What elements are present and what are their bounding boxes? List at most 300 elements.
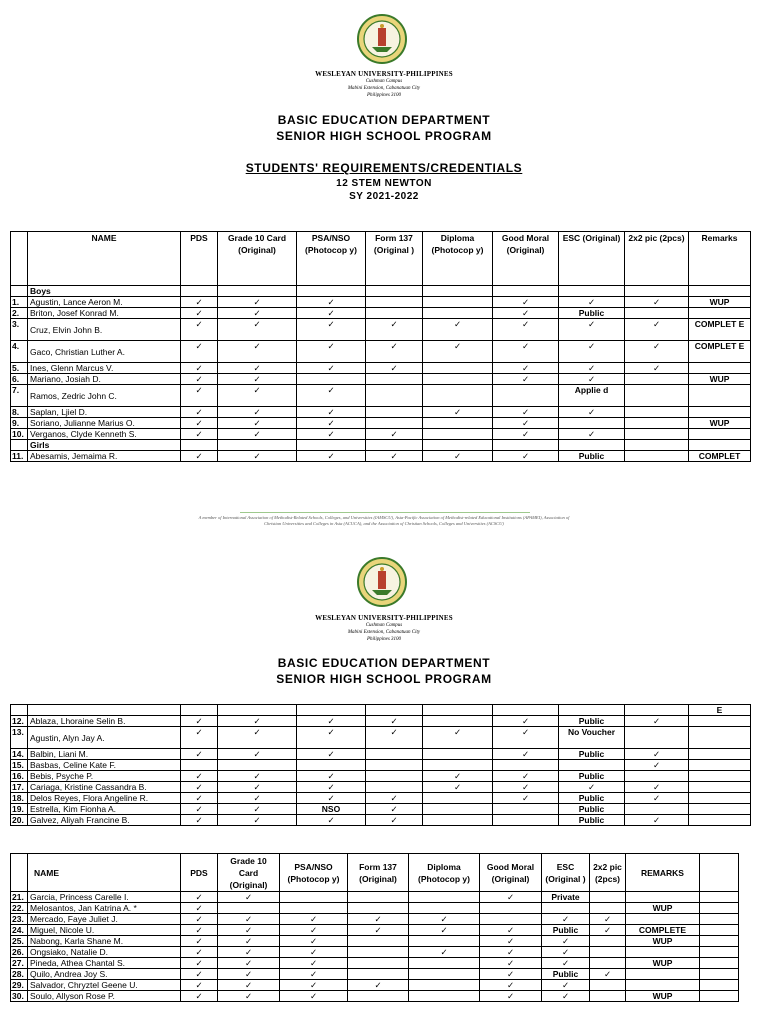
requirement-cell: ✓ xyxy=(181,793,218,804)
requirement-cell xyxy=(348,903,409,914)
requirement-cell: ✓ xyxy=(409,947,480,958)
requirement-cell xyxy=(493,385,559,407)
requirement-cell: ✓ xyxy=(366,341,423,363)
empty-cell xyxy=(625,286,689,297)
row-number: 11. xyxy=(11,451,28,462)
department-title: BASIC EDUCATION DEPARTMENT xyxy=(277,113,491,127)
requirement-cell xyxy=(409,903,480,914)
empty-cell xyxy=(297,286,366,297)
requirement-cell: ✓ xyxy=(423,727,493,749)
requirement-cell xyxy=(366,418,423,429)
requirement-cell: ✓ xyxy=(493,771,559,782)
requirement-cell xyxy=(297,760,366,771)
row-number: 26. xyxy=(11,947,28,958)
row-number: 29. xyxy=(11,980,28,991)
empty-cell xyxy=(493,440,559,451)
requirement-cell xyxy=(590,958,626,969)
empty-cell xyxy=(700,958,739,969)
empty-cell xyxy=(366,440,423,451)
header-cell: 2x2 pic (2pcs) xyxy=(590,854,626,892)
empty-cell xyxy=(700,925,739,936)
group-label: Girls xyxy=(28,440,181,451)
carry-over-text: E xyxy=(689,705,751,716)
requirement-cell xyxy=(218,903,280,914)
row-number: 10. xyxy=(11,429,28,440)
student-name: Ablaza, Lhoraine Selin B. xyxy=(28,716,181,727)
requirement-cell: WUP xyxy=(626,958,700,969)
campus-name: Cushman Campus xyxy=(365,623,403,628)
requirement-cell: ✓ xyxy=(480,991,542,1002)
requirement-cell: ✓ xyxy=(625,815,689,826)
requirement-cell: ✓ xyxy=(218,341,297,363)
document-title: STUDENTS' REQUIREMENTS/CREDENTIALS xyxy=(245,161,523,175)
requirement-cell: ✓ xyxy=(625,782,689,793)
requirement-cell: ✓ xyxy=(218,429,297,440)
student-name: Salvador, Chryztel Geene U. xyxy=(28,980,181,991)
requirement-cell: ✓ xyxy=(423,771,493,782)
student-name: Soriano, Julianne Marius O. xyxy=(28,418,181,429)
empty-cell xyxy=(700,903,739,914)
requirement-cell: ✓ xyxy=(559,319,625,341)
student-name: Briton, Josef Konrad M. xyxy=(28,308,181,319)
requirement-cell: ✓ xyxy=(297,429,366,440)
requirement-cell: ✓ xyxy=(366,451,423,462)
requirement-cell: ✓ xyxy=(218,947,280,958)
requirement-cell: ✓ xyxy=(493,308,559,319)
requirement-cell: ✓ xyxy=(559,782,625,793)
requirement-cell: ✓ xyxy=(297,451,366,462)
requirement-cell: ✓ xyxy=(218,793,297,804)
row-number: 9. xyxy=(11,418,28,429)
carry-over-row xyxy=(11,705,751,716)
requirement-cell: WUP xyxy=(689,297,751,308)
empty-cell xyxy=(689,286,751,297)
header-cell: Grade 10 Card (Original) xyxy=(218,854,280,892)
program-title: SENIOR HIGH SCHOOL PROGRAM xyxy=(276,129,492,143)
row-number xyxy=(11,286,28,297)
requirement-cell xyxy=(590,892,626,903)
empty-cell xyxy=(423,440,493,451)
requirement-cell: WUP xyxy=(626,991,700,1002)
address-line-1: Mabini Extension, Cabanatuan City xyxy=(347,86,421,91)
table-row xyxy=(11,969,739,980)
group-row xyxy=(11,286,751,297)
row-number: 2. xyxy=(11,308,28,319)
empty-cell xyxy=(366,705,423,716)
empty-cell xyxy=(181,440,218,451)
requirement-cell xyxy=(590,980,626,991)
program-title: SENIOR HIGH SCHOOL PROGRAM xyxy=(276,672,492,686)
header-cell: Form 137 (Original) xyxy=(348,854,409,892)
requirement-cell: ✓ xyxy=(218,991,280,1002)
student-name: Melosantos, Jan Katrina A. * xyxy=(28,903,181,914)
student-name: Verganos, Clyde Kenneth S. xyxy=(28,429,181,440)
table-row xyxy=(11,991,739,1002)
requirement-cell: COMPLET xyxy=(689,451,751,462)
requirement-cell: ✓ xyxy=(218,914,280,925)
requirement-cell: ✓ xyxy=(181,804,218,815)
requirement-cell xyxy=(366,771,423,782)
requirement-cell: ✓ xyxy=(181,407,218,418)
row-number: 20. xyxy=(11,815,28,826)
requirement-cell: ✓ xyxy=(542,980,590,991)
requirement-cell xyxy=(366,760,423,771)
requirement-cell xyxy=(181,760,218,771)
empty-cell xyxy=(700,936,739,947)
student-name: Saplan, Ljiel D. xyxy=(28,407,181,418)
university-header xyxy=(0,614,768,643)
requirement-cell: ✓ xyxy=(181,319,218,341)
table-row xyxy=(11,936,739,947)
address-line-1: Mabini Extension, Cabanatuan City xyxy=(347,630,421,635)
requirement-cell: ✓ xyxy=(218,418,297,429)
requirement-cell: ✓ xyxy=(297,727,366,749)
requirement-cell: ✓ xyxy=(493,429,559,440)
header-cell xyxy=(11,854,28,892)
requirement-cell: Public xyxy=(542,969,590,980)
requirement-cell xyxy=(689,716,751,727)
requirement-cell xyxy=(689,793,751,804)
empty-cell xyxy=(700,892,739,903)
requirement-cell xyxy=(280,903,348,914)
student-name: Pineda, Athea Chantal S. xyxy=(28,958,181,969)
requirement-cell: ✓ xyxy=(542,936,590,947)
requirement-cell: ✓ xyxy=(493,793,559,804)
student-name: Abesamis, Jemaima R. xyxy=(28,451,181,462)
requirement-cell: ✓ xyxy=(409,925,480,936)
requirement-cell: ✓ xyxy=(181,451,218,462)
row-number: 19. xyxy=(11,804,28,815)
empty-cell xyxy=(700,980,739,991)
header-cell: ESC (Original) xyxy=(559,232,625,286)
requirement-cell: ✓ xyxy=(218,804,297,815)
requirement-cell: ✓ xyxy=(181,363,218,374)
empty-cell xyxy=(423,286,493,297)
requirement-cell: ✓ xyxy=(480,958,542,969)
requirement-cell: ✓ xyxy=(480,936,542,947)
requirement-cell xyxy=(423,815,493,826)
requirement-cell: ✓ xyxy=(218,980,280,991)
empty-cell xyxy=(700,969,739,980)
requirement-cell xyxy=(409,980,480,991)
row-number: 8. xyxy=(11,407,28,418)
requirement-cell: WUP xyxy=(626,903,700,914)
empty-cell xyxy=(218,286,297,297)
requirement-cell: ✓ xyxy=(181,341,218,363)
requirement-cell xyxy=(689,363,751,374)
requirement-cell: ✓ xyxy=(181,418,218,429)
table-row xyxy=(11,363,751,374)
requirement-cell: ✓ xyxy=(297,308,366,319)
requirement-cell: ✓ xyxy=(181,749,218,760)
requirement-cell xyxy=(423,374,493,385)
requirement-cell: ✓ xyxy=(297,418,366,429)
table-row xyxy=(11,341,751,363)
school-year: SY 2021-2022 xyxy=(349,191,419,202)
table-row xyxy=(11,815,751,826)
requirement-cell xyxy=(366,374,423,385)
row-number: 22. xyxy=(11,903,28,914)
requirement-cell: ✓ xyxy=(218,297,297,308)
requirement-cell: ✓ xyxy=(280,947,348,958)
requirement-cell xyxy=(626,980,700,991)
empty-cell xyxy=(689,440,751,451)
empty-cell xyxy=(218,440,297,451)
requirement-cell xyxy=(590,991,626,1002)
student-name: Quilo, Andrea Joy S. xyxy=(28,969,181,980)
requirement-cell: ✓ xyxy=(625,297,689,308)
requirement-cell: WUP xyxy=(626,936,700,947)
requirement-cell: ✓ xyxy=(280,969,348,980)
requirement-cell xyxy=(366,782,423,793)
header-cell: Remarks xyxy=(689,232,751,286)
header-cell: Good Moral (Original) xyxy=(480,854,542,892)
table-header-row xyxy=(11,232,751,286)
requirement-cell: ✓ xyxy=(493,407,559,418)
requirement-cell: ✓ xyxy=(218,958,280,969)
requirement-cell: ✓ xyxy=(181,429,218,440)
requirement-cell xyxy=(348,947,409,958)
requirement-cell xyxy=(626,892,700,903)
requirement-cell xyxy=(423,308,493,319)
student-name: Agustin, Lance Aeron M. xyxy=(28,297,181,308)
row-number: 14. xyxy=(11,749,28,760)
row-number: 12. xyxy=(11,716,28,727)
requirement-cell: ✓ xyxy=(542,914,590,925)
requirement-cell xyxy=(409,991,480,1002)
requirement-cell xyxy=(625,308,689,319)
footer-divider xyxy=(240,512,530,513)
empty-cell xyxy=(493,286,559,297)
requirement-cell xyxy=(590,903,626,914)
requirement-cell xyxy=(366,297,423,308)
table-row xyxy=(11,980,739,991)
empty-cell xyxy=(181,705,218,716)
empty-cell xyxy=(366,286,423,297)
row-number: 21. xyxy=(11,892,28,903)
requirement-cell: ✓ xyxy=(218,716,297,727)
requirement-cell xyxy=(689,815,751,826)
requirement-cell: ✓ xyxy=(493,749,559,760)
university-seal-icon xyxy=(357,557,407,607)
requirement-cell xyxy=(409,969,480,980)
row-number: 3. xyxy=(11,319,28,341)
university-seal-icon xyxy=(357,14,407,64)
student-name: Soulo, Allyson Rose P. xyxy=(28,991,181,1002)
requirement-cell: ✓ xyxy=(280,980,348,991)
requirement-cell: ✓ xyxy=(423,451,493,462)
requirement-cell: ✓ xyxy=(625,319,689,341)
student-name: Ongsiako, Natalie D. xyxy=(28,947,181,958)
requirement-cell xyxy=(625,727,689,749)
requirement-cell: ✓ xyxy=(218,374,297,385)
requirement-cell xyxy=(348,969,409,980)
requirement-cell: ✓ xyxy=(218,727,297,749)
table-row xyxy=(11,418,751,429)
requirement-cell: ✓ xyxy=(493,418,559,429)
department-title: BASIC EDUCATION DEPARTMENT xyxy=(277,656,491,670)
requirement-cell xyxy=(542,903,590,914)
requirement-cell xyxy=(423,297,493,308)
requirement-cell xyxy=(409,958,480,969)
student-name: Miguel, Nicole U. xyxy=(28,925,181,936)
requirement-cell xyxy=(625,407,689,418)
requirement-cell: ✓ xyxy=(218,308,297,319)
requirement-cell: Public xyxy=(559,793,625,804)
student-name: Cariaga, Kristine Cassandra B. xyxy=(28,782,181,793)
header-cell: PSA/NSO (Photocop y) xyxy=(297,232,366,286)
requirement-cell: ✓ xyxy=(297,771,366,782)
requirement-cell: ✓ xyxy=(181,782,218,793)
requirement-cell xyxy=(366,385,423,407)
header-cell: NAME xyxy=(28,854,181,892)
university-name: WESLEYAN UNIVERSITY-PHILIPPINES xyxy=(315,614,453,622)
empty-cell xyxy=(625,705,689,716)
requirement-cell: ✓ xyxy=(181,903,218,914)
table-row xyxy=(11,749,751,760)
requirement-cell xyxy=(559,418,625,429)
requirement-cell: ✓ xyxy=(493,451,559,462)
header-cell: Form 137 (Original ) xyxy=(366,232,423,286)
requirement-cell: ✓ xyxy=(218,407,297,418)
requirement-cell xyxy=(348,958,409,969)
table-row xyxy=(11,760,751,771)
requirement-cell: ✓ xyxy=(366,793,423,804)
requirement-cell xyxy=(409,936,480,947)
requirement-cell: WUP xyxy=(689,418,751,429)
requirement-cell: COMPLET E xyxy=(689,341,751,363)
requirement-cell: ✓ xyxy=(297,363,366,374)
table-row xyxy=(11,771,751,782)
table-row xyxy=(11,925,739,936)
requirement-cell: ✓ xyxy=(280,914,348,925)
row-number: 1. xyxy=(11,297,28,308)
requirement-cell: ✓ xyxy=(480,969,542,980)
requirement-cell: Applie d xyxy=(559,385,625,407)
requirement-cell xyxy=(625,418,689,429)
requirement-cell: ✓ xyxy=(181,925,218,936)
requirement-cell xyxy=(280,892,348,903)
requirement-cell: ✓ xyxy=(218,771,297,782)
requirement-cell: ✓ xyxy=(297,749,366,760)
requirement-cell: ✓ xyxy=(218,815,297,826)
header-cell: PSA/NSO (Photocop y) xyxy=(280,854,348,892)
requirement-cell xyxy=(625,374,689,385)
requirement-cell: NSO xyxy=(297,804,366,815)
student-name: Mercado, Faye Juliet J. xyxy=(28,914,181,925)
row-number: 7. xyxy=(11,385,28,407)
table-row xyxy=(11,451,751,462)
requirement-cell: ✓ xyxy=(218,749,297,760)
requirement-cell: ✓ xyxy=(423,407,493,418)
requirement-cell: ✓ xyxy=(218,925,280,936)
requirement-cell xyxy=(366,407,423,418)
requirement-cell: ✓ xyxy=(348,925,409,936)
requirement-cell xyxy=(423,418,493,429)
header-cell xyxy=(700,854,739,892)
requirement-cell: ✓ xyxy=(590,925,626,936)
requirement-cell: Private xyxy=(542,892,590,903)
requirement-cell xyxy=(590,936,626,947)
requirement-cell: ✓ xyxy=(493,727,559,749)
requirement-cell: ✓ xyxy=(297,297,366,308)
student-name: Bebis, Psyche P. xyxy=(28,771,181,782)
requirement-cell: ✓ xyxy=(181,771,218,782)
empty-cell xyxy=(297,440,366,451)
requirement-cell xyxy=(297,374,366,385)
row-number: 13. xyxy=(11,727,28,749)
table-row xyxy=(11,385,751,407)
table-row xyxy=(11,793,751,804)
student-name: Nabong, Karla Shane M. xyxy=(28,936,181,947)
header-cell: Grade 10 Card (Original) xyxy=(218,232,297,286)
row-number: 5. xyxy=(11,363,28,374)
empty-cell xyxy=(11,705,28,716)
requirement-cell: ✓ xyxy=(280,925,348,936)
requirement-cell: ✓ xyxy=(366,727,423,749)
requirement-cell: ✓ xyxy=(366,429,423,440)
requirement-cell: ✓ xyxy=(493,782,559,793)
requirement-cell xyxy=(590,947,626,958)
requirement-cell: Public xyxy=(542,925,590,936)
requirement-cell: ✓ xyxy=(218,936,280,947)
requirement-cell: ✓ xyxy=(366,716,423,727)
requirement-cell: ✓ xyxy=(423,782,493,793)
requirement-cell: Public xyxy=(559,804,625,815)
requirement-cell: ✓ xyxy=(348,980,409,991)
requirement-cell: Public xyxy=(559,749,625,760)
student-name: Basbas, Celine Kate F. xyxy=(28,760,181,771)
table-row xyxy=(11,716,751,727)
row-number: 16. xyxy=(11,771,28,782)
requirement-cell: ✓ xyxy=(366,363,423,374)
table-row xyxy=(11,297,751,308)
group-row xyxy=(11,440,751,451)
requirement-cell xyxy=(423,749,493,760)
requirement-cell: ✓ xyxy=(218,969,280,980)
requirement-cell xyxy=(626,969,700,980)
row-number: 23. xyxy=(11,914,28,925)
address-line-2: Philippines 3100 xyxy=(366,93,402,98)
requirements-table-2a xyxy=(10,704,751,826)
student-name: Galvez, Aliyah Francine B. xyxy=(28,815,181,826)
requirement-cell: ✓ xyxy=(218,319,297,341)
requirement-cell xyxy=(689,771,751,782)
table-row xyxy=(11,914,739,925)
student-name: Ines, Glenn Marcus V. xyxy=(28,363,181,374)
requirement-cell xyxy=(689,308,751,319)
requirement-cell xyxy=(689,429,751,440)
requirement-cell: ✓ xyxy=(297,815,366,826)
requirement-cell: ✓ xyxy=(542,991,590,1002)
requirement-cell: ✓ xyxy=(559,363,625,374)
requirement-cell: ✓ xyxy=(423,319,493,341)
table-row xyxy=(11,958,739,969)
student-name: Mariano, Josiah D. xyxy=(28,374,181,385)
header-cell: NAME xyxy=(28,232,181,286)
empty-cell xyxy=(700,914,739,925)
requirement-cell: ✓ xyxy=(480,925,542,936)
requirement-cell: ✓ xyxy=(625,793,689,804)
requirement-cell: ✓ xyxy=(181,297,218,308)
student-name: Balbin, Liani M. xyxy=(28,749,181,760)
empty-cell xyxy=(28,705,181,716)
requirement-cell: ✓ xyxy=(181,914,218,925)
requirement-cell xyxy=(625,771,689,782)
requirements-table-1 xyxy=(10,231,751,462)
requirement-cell xyxy=(689,727,751,749)
requirement-cell xyxy=(423,385,493,407)
